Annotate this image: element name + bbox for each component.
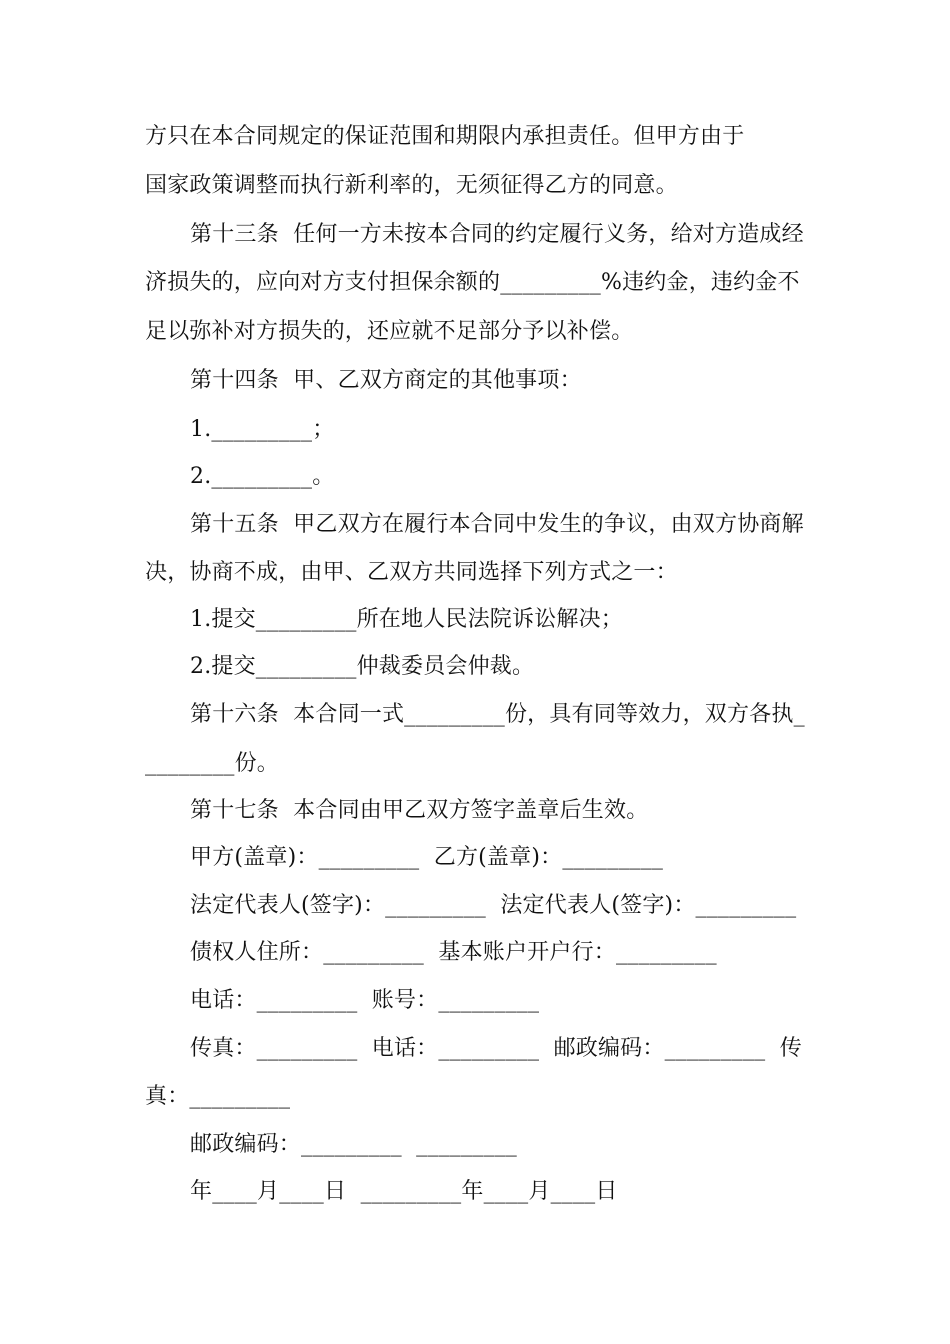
signature-line: 传真：_________ 电话：_________ 邮政编码：_________ 传 xyxy=(190,1036,802,1061)
signature-line: 债权人住所：_________ 基本账户开户行：_________ xyxy=(190,940,717,965)
article-13-line: 第十三条 任何一方未按本合同的约定履行义务，给对方造成经 xyxy=(190,222,804,247)
article-14-line: 第十四条 甲、乙双方商定的其他事项： xyxy=(190,368,582,393)
paragraph-line: ________份。 xyxy=(145,751,280,776)
list-item: 2._________。 xyxy=(190,464,335,489)
signature-line: 电话：_________ 账号：_________ xyxy=(190,988,540,1013)
signature-line: 甲方(盖章)：_________ 乙方(盖章)：_________ xyxy=(190,845,664,870)
paragraph-line: 国家政策调整而执行新利率的，无须征得乙方的同意。 xyxy=(145,173,678,198)
signature-line: 法定代表人(签字)：_________ 法定代表人(签字)：_________ xyxy=(190,893,797,918)
paragraph-line: 济损失的，应向对方支付担保余额的_________%违约金，违约金不 xyxy=(145,270,800,295)
article-17-line: 第十七条 本合同由甲乙双方签字盖章后生效。 xyxy=(190,798,649,823)
signature-line: 真：_________ xyxy=(145,1084,291,1109)
date-line: 年____月____日 _________年____月____日 xyxy=(190,1179,618,1204)
paragraph-line: 方只在本合同规定的保证范围和期限内承担责任。但甲方由于 xyxy=(145,124,745,149)
paragraph-line: 足以弥补对方损失的，还应就不足部分予以补偿。 xyxy=(145,319,634,344)
list-item: 2.提交_________仲裁委员会仲裁。 xyxy=(190,654,535,679)
paragraph-line: 决，协商不成，由甲、乙双方共同选择下列方式之一： xyxy=(145,560,678,585)
list-item: 1.提交_________所在地人民法院诉讼解决； xyxy=(190,607,623,632)
list-item: 1._________； xyxy=(190,417,335,442)
signature-line: 邮政编码：_________ _________ xyxy=(190,1132,517,1157)
article-15-line: 第十五条 甲乙双方在履行本合同中发生的争议，由双方协商解 xyxy=(190,512,804,537)
article-16-line: 第十六条 本合同一式_________份，具有同等效力，双方各执_ xyxy=(190,702,805,727)
